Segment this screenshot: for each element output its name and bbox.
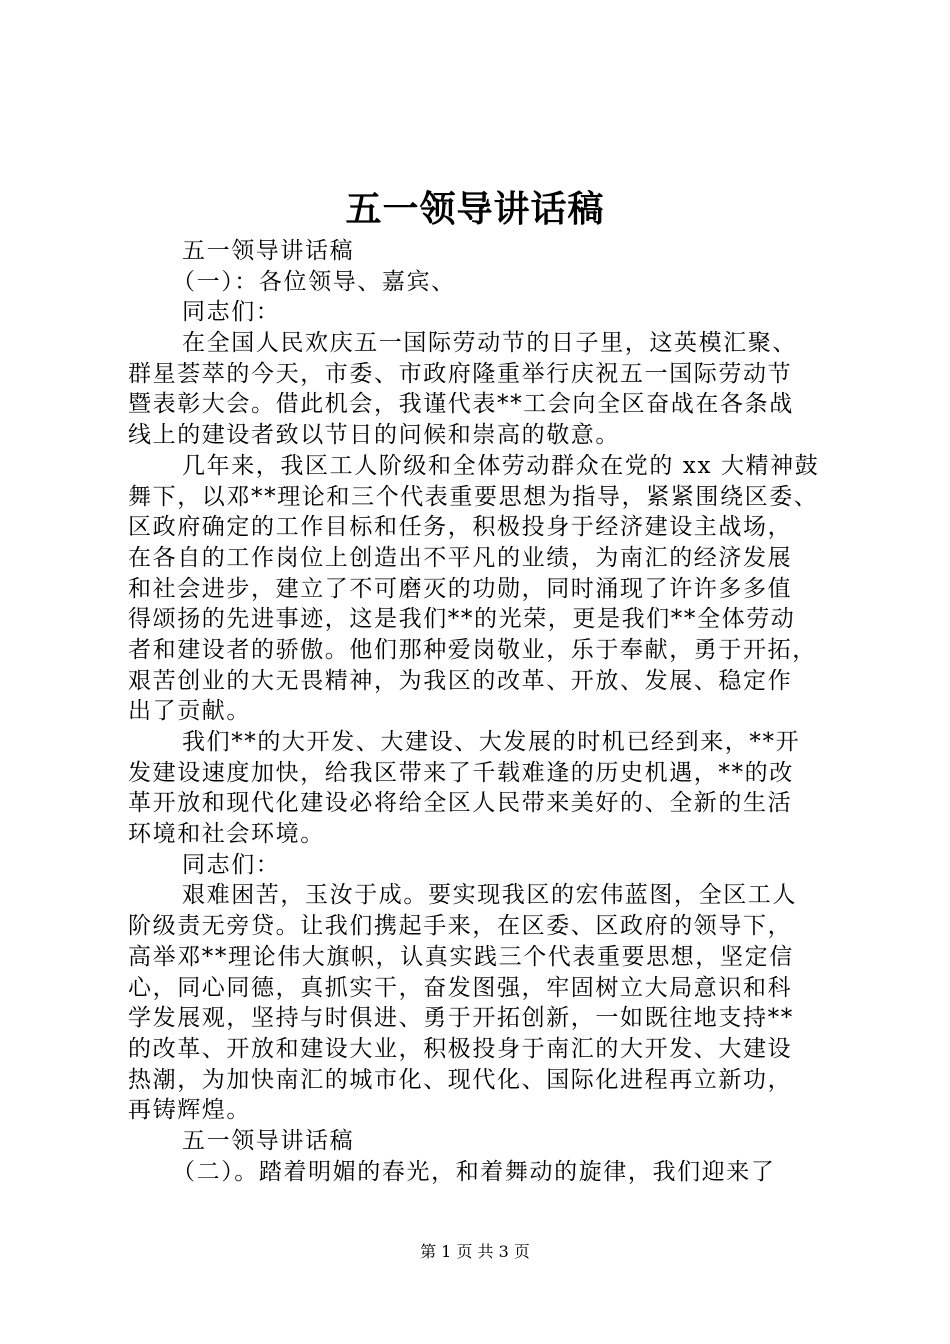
- body-line: （二）。踏着明媚的春光，和着舞动的旋律，我们迎来了: [172, 1158, 776, 1185]
- body-line: 学发展观，坚持与时俱进、勇于开拓创新，一如既往地支持**: [128, 1005, 794, 1032]
- body-line: 舞下，以邓**理论和三个代表重要思想为指导，紧紧围绕区委、: [128, 483, 819, 510]
- body-line: 者和建设者的骄傲。他们那种爱岗敬业，乐于奉献，勇于开拓，: [128, 636, 817, 663]
- body-line: 几年来，我区工人阶级和全体劳动群众在党的 xx 大精神鼓: [182, 452, 820, 479]
- body-line: 环境和社会环境。: [128, 821, 325, 848]
- body-line: 我们**的大开发、大建设、大发展的时机已经到来，**开: [182, 729, 801, 755]
- body-line: 的改革、开放和建设大业，积极投身于南汇的大开发、大建设: [128, 1035, 793, 1062]
- body-line: 五一领导讲话稿: [182, 1127, 355, 1154]
- body-line: 区政府确定的工作目标和任务，积极投身于经济建设主战场，: [128, 514, 793, 541]
- body-line: 和社会进步，建立了不可磨灭的功勋，同时涌现了许许多多值: [128, 575, 793, 602]
- body-line: 群星荟萃的今天，市委、市政府隆重举行庆祝五一国际劳动节: [128, 360, 793, 387]
- body-line: 在各自的工作岗位上创造出不平凡的业绩，为南汇的经济发展: [128, 544, 793, 571]
- body-line: （一）：各位领导、嘉宾、: [172, 268, 456, 295]
- body-line: 同志们：: [182, 299, 281, 326]
- body-line: 出了贡献。: [128, 698, 251, 725]
- body-line: 发建设速度加快，给我区带来了千载难逢的历史机遇，**的改: [128, 759, 794, 786]
- page-footer: 第 1 页 共 3 页: [420, 1242, 530, 1261]
- body-line: 高举邓**理论伟大旗帜，认真实践三个代表重要思想，坚定信: [128, 943, 794, 970]
- body-line: 五一领导讲话稿: [182, 238, 355, 264]
- body-line: 阶级责无旁贷。让我们携起手来，在区委、区政府的领导下，: [128, 913, 793, 940]
- body-line: 得颂扬的先进事迹，这是我们**的光荣，更是我们**全体劳动: [128, 606, 796, 633]
- document-title: 五一领导讲话稿: [345, 188, 605, 230]
- body-line: 革开放和现代化建设必将给全区人民带来美好的、全新的生活: [128, 790, 793, 817]
- body-line: 线上的建设者致以节日的问候和崇高的敬意。: [128, 422, 620, 449]
- document-body: [128, 236, 838, 1187]
- body-line: 再铸辉煌。: [128, 1097, 251, 1124]
- body-line: 心，同心同德，真抓实干，奋发图强，牢固树立大局意识和科: [128, 974, 793, 1001]
- body-line: 在全国人民欢庆五一国际劳动节的日子里，这英模汇聚、: [182, 330, 797, 357]
- body-line: 艰苦创业的大无畏精神，为我区的改革、开放、发展、稳定作: [128, 667, 793, 694]
- body-line: 暨表彰大会。借此机会，我谨代表**工会向全区奋战在各条战: [128, 391, 794, 418]
- body-line: 同志们：: [182, 851, 281, 878]
- body-line: 艰难困苦，玉汝于成。要实现我区的宏伟蓝图，全区工人: [182, 882, 797, 909]
- body-line: 热潮，为加快南汇的城市化、现代化、国际化进程再立新功，: [128, 1066, 793, 1093]
